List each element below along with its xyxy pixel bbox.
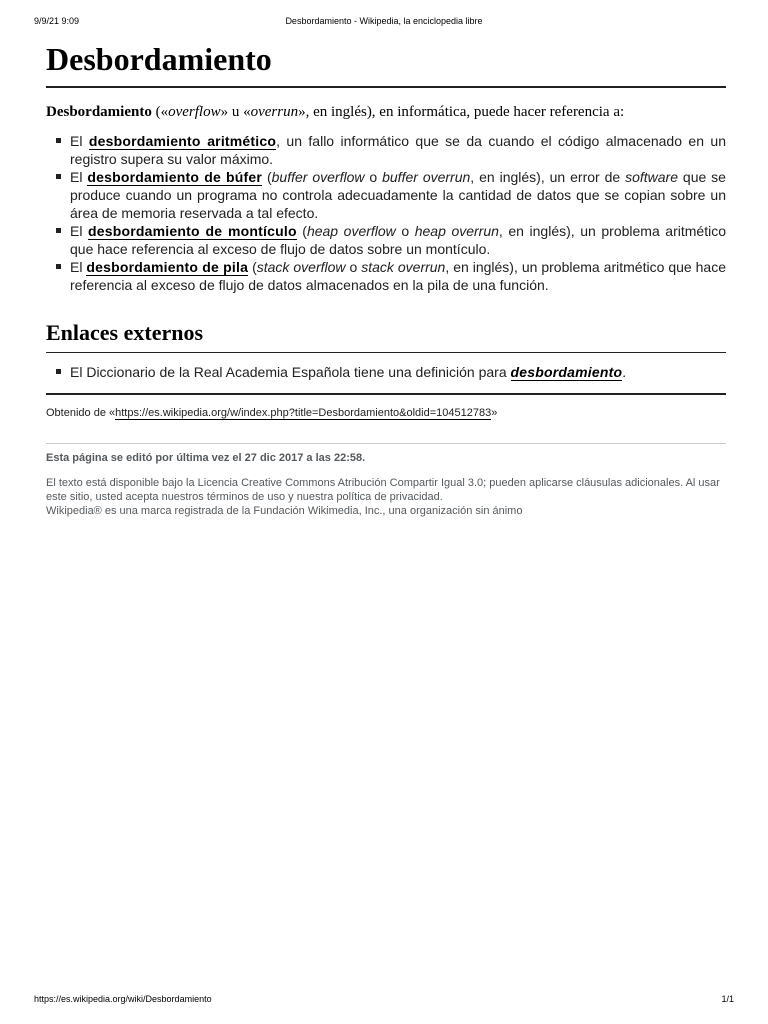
english-term: buffer overflow	[271, 169, 365, 185]
print-datetime: 9/9/21 9:09	[34, 16, 80, 26]
item-text: (	[262, 169, 272, 185]
item-text: (	[296, 223, 307, 239]
bullet-icon	[56, 174, 61, 179]
item-text: o	[364, 169, 383, 185]
print-page-count: 1/1	[721, 994, 734, 1004]
obtained-from	[46, 405, 726, 421]
license-line: El texto está disponible bajo la Licencia Creative Commons Atribución Compartir Igual 3.0; pueden aplicarse cláusulas adicionales. Al usar este sitio, usted acepta nuestros términos de uso y nuestra política de privacidad.	[46, 477, 720, 503]
lead-english-term: overrun	[250, 104, 299, 120]
link-rae-desbordamiento[interactable]: desbordamiento	[510, 364, 623, 380]
item-text: El	[70, 133, 89, 149]
item-text: , en inglés), un problema aritmético que hace referencia al exceso de flujo de datos sobre un montículo.	[70, 223, 726, 257]
list-item	[46, 168, 726, 222]
trademark-line: Wikipedia® es una marca registrada de la Fundación Wikimedia, Inc., una organización sin ánimo	[46, 505, 523, 517]
item-text: , un fallo informático que se da cuando el código almacenado en un registro supera su valor máximo.	[70, 133, 726, 167]
item-text: , en inglés), un problema aritmético que hace referencia al exceso de flujo de datos almacenados en la pila de una función.	[70, 259, 726, 293]
list-item	[46, 132, 726, 168]
print-header	[34, 16, 734, 28]
content-divider	[46, 393, 726, 395]
bullet-icon	[56, 138, 61, 143]
link-desbordamiento-aritmetico[interactable]: desbordamiento aritmético	[88, 133, 277, 149]
english-term: heap overflow	[306, 223, 396, 239]
link-desbordamiento-de-monticulo[interactable]: desbordamiento de montículo	[88, 223, 297, 239]
lead-english-term: overflow	[168, 104, 221, 120]
obtained-prefix: Obtenido de «	[46, 407, 116, 419]
section-heading-enlaces-externos: Enlaces externos	[46, 318, 726, 353]
list-item	[46, 363, 726, 381]
print-page-title: Desbordamiento - Wikipedia, la enciclopedia libre	[285, 16, 483, 26]
item-text: .	[622, 364, 627, 380]
item-text: que se produce cuando un programa no controla adecuadamente la cantidad de datos que se copian sobre un área de memoria reservada a tal efecto.	[70, 169, 726, 221]
lead-term: Desbordamiento	[46, 104, 152, 120]
list-item	[46, 222, 726, 258]
item-text: El	[70, 169, 88, 185]
meanings-list	[46, 132, 726, 294]
list-item	[46, 258, 726, 294]
lead-text: («	[151, 104, 169, 120]
item-text: El	[70, 259, 87, 275]
page-title: Desbordamiento	[46, 38, 726, 88]
english-term: buffer overrun	[382, 169, 471, 185]
obtained-suffix: »	[491, 407, 498, 419]
item-text: El	[70, 223, 89, 239]
english-term: software	[625, 169, 678, 185]
print-footer	[34, 994, 734, 1006]
link-desbordamiento-de-bufer[interactable]: desbordamiento de búfer	[87, 169, 263, 185]
item-text: o	[395, 223, 415, 239]
bullet-icon	[56, 228, 61, 233]
footer-divider	[46, 443, 726, 444]
bullet-icon	[56, 369, 61, 374]
english-term: heap overrun	[414, 223, 499, 239]
lead-text: », en inglés), en informática, puede hacer referencia a:	[298, 104, 625, 120]
license-text	[46, 476, 726, 518]
article-content	[46, 38, 726, 518]
item-text: , en inglés), un error de	[470, 169, 626, 185]
item-text: El Diccionario de la Real Academia Española tiene una definición para	[70, 364, 511, 380]
item-text: o	[345, 259, 362, 275]
permanent-link[interactable]: https://es.wikipedia.org/w/index.php?title=Desbordamiento&oldid=104512783	[115, 407, 492, 419]
external-links-list	[46, 363, 726, 381]
lead-text: » u «	[220, 104, 251, 120]
link-desbordamiento-de-pila[interactable]: desbordamiento de pila	[86, 259, 249, 275]
item-text: (	[248, 259, 257, 275]
lead-paragraph	[46, 102, 726, 122]
english-term: stack overrun	[361, 259, 446, 275]
english-term: stack overflow	[256, 259, 346, 275]
last-edit-info: Esta página se editó por última vez el 27 dic 2017 a las 22:58.	[46, 452, 366, 464]
print-url: https://es.wikipedia.org/wiki/Desbordamiento	[34, 994, 212, 1004]
bullet-icon	[56, 264, 61, 269]
